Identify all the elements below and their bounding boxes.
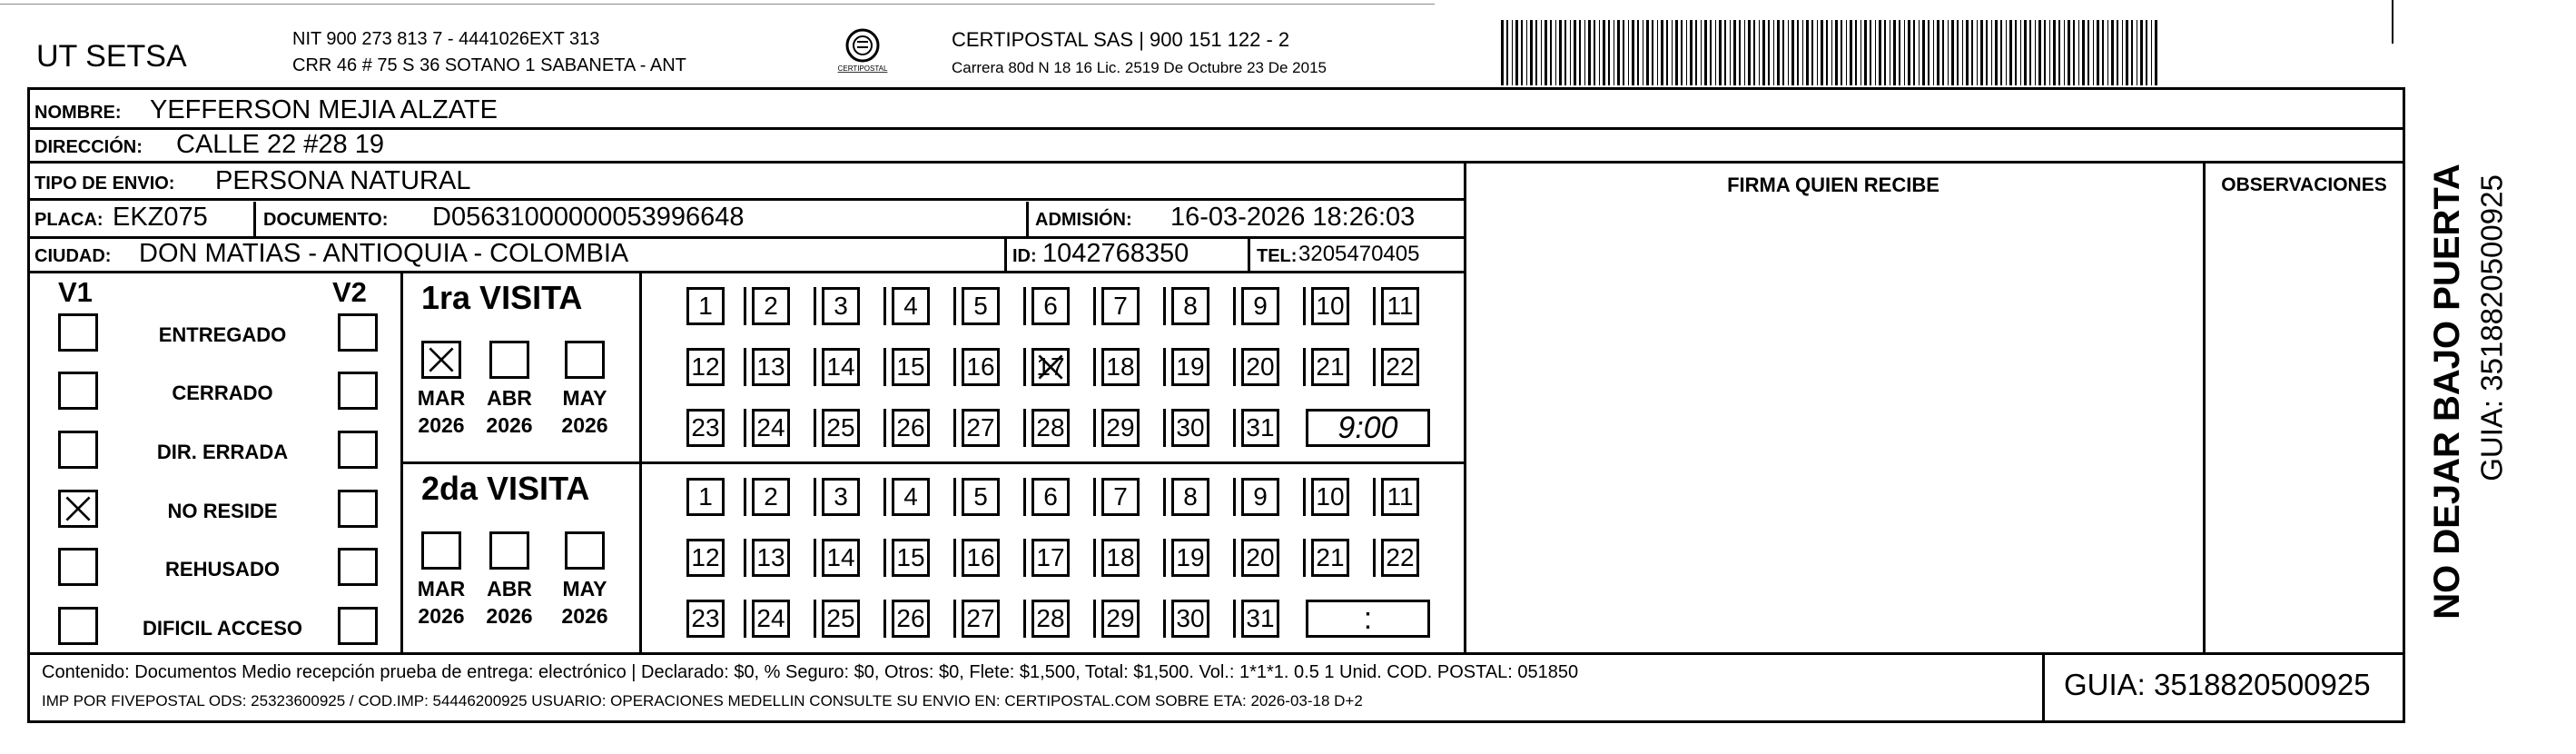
month-checkbox[interactable] — [421, 531, 461, 570]
admision-label: ADMISIÓN: — [1035, 210, 1132, 230]
observaciones-header: OBSERVACIONES — [2221, 174, 2387, 195]
month-year: 2026 — [418, 604, 465, 628]
day-checkbox[interactable]: 24 — [752, 600, 790, 638]
day-checkbox[interactable]: 12 — [686, 348, 725, 386]
day-checkbox[interactable]: 17 — [1031, 539, 1070, 577]
month-year: 2026 — [486, 413, 533, 437]
side-guia: GUIA: 3518820500925 — [2474, 174, 2509, 481]
day-checkbox[interactable]: 25 — [822, 600, 860, 638]
documento-value: D05631000000053996648 — [432, 203, 745, 232]
day-checkbox[interactable]: 5 — [962, 287, 1000, 325]
certipostal-line2: Carrera 80d N 18 16 Lic. 2519 De Octubre 23 De 2015 — [952, 59, 1327, 76]
day-checkbox[interactable] — [1031, 348, 1070, 386]
month-year: 2026 — [561, 604, 608, 628]
day-checkbox[interactable]: 8 — [1171, 287, 1209, 325]
barcode — [1501, 20, 2157, 85]
month-label: ABR — [487, 386, 532, 410]
day-checkbox[interactable]: 8 — [1171, 478, 1209, 516]
nombre-label: NOMBRE: — [35, 103, 122, 123]
day-checkbox[interactable]: 28 — [1031, 409, 1070, 447]
day-checkbox[interactable]: 30 — [1171, 409, 1209, 447]
id-value: 1042768350 — [1042, 239, 1189, 268]
month-label: MAR — [417, 577, 466, 600]
day-checkbox[interactable]: 11 — [1381, 478, 1419, 516]
month-year: 2026 — [486, 604, 533, 628]
v2-checkbox[interactable] — [338, 313, 378, 352]
admision-value: 16-03-2026 18:26:03 — [1170, 203, 1416, 232]
month-checkbox[interactable] — [421, 341, 461, 379]
day-checkbox[interactable]: 6 — [1031, 287, 1070, 325]
day-checkbox[interactable]: 10 — [1311, 478, 1349, 516]
ciudad-value: DON MATIAS - ANTIOQUIA - COLOMBIA — [139, 239, 629, 268]
month-label: MAR — [417, 386, 466, 410]
day-checkbox[interactable]: 5 — [962, 478, 1000, 516]
nit-line: NIT 900 273 813 7 - 4441026EXT 313 — [292, 29, 600, 49]
day-checkbox[interactable]: 21 — [1311, 348, 1349, 386]
visit-title: 2da VISITA — [421, 470, 590, 507]
v1-checkbox[interactable] — [58, 313, 98, 352]
status-label: NO RESIDE — [167, 500, 278, 522]
day-checkbox[interactable]: 7 — [1101, 287, 1140, 325]
month-year: 2026 — [561, 413, 608, 437]
certipostal-line1: CERTIPOSTAL SAS | 900 151 122 - 2 — [952, 28, 1290, 51]
day-checkbox[interactable]: 19 — [1171, 348, 1209, 386]
day-checkbox[interactable]: 12 — [686, 539, 725, 577]
status-label: DIR. ERRADA — [156, 441, 289, 463]
month-label: MAY — [562, 577, 607, 600]
day-checkbox[interactable]: 2 — [752, 287, 790, 325]
v1-checkbox[interactable] — [58, 372, 98, 410]
day-checkbox[interactable]: 29 — [1101, 409, 1140, 447]
direccion-label: DIRECCIÓN: — [35, 137, 143, 157]
day-checkbox[interactable]: 27 — [962, 409, 1000, 447]
v2-checkbox[interactable] — [338, 490, 378, 528]
status-label: DIFICIL ACCESO — [142, 617, 302, 640]
documento-label: DOCUMENTO: — [263, 210, 389, 230]
day-checkbox[interactable]: 22 — [1381, 348, 1419, 386]
day-checkbox[interactable]: 13 — [752, 539, 790, 577]
id-label: ID: — [1012, 246, 1037, 266]
day-checkbox[interactable]: 18 — [1101, 348, 1140, 386]
v2-checkbox[interactable] — [338, 548, 378, 586]
certipostal-logo — [834, 25, 892, 78]
day-number: 17 — [1036, 352, 1065, 381]
day-checkbox[interactable]: 1 — [686, 287, 725, 325]
footer-imp: IMP POR FIVEPOSTAL ODS: 25323600925 / COD.IMP: 54446200925 USUARIO: OPERACIONES MEDELLIN CONSULTE SU ENVIO EN: CERTIPOSTAL.COM SOBRE ETA: 2026-03-18 D+2 — [42, 692, 1363, 709]
svg-text:CERTIPOSTAL: CERTIPOSTAL — [837, 64, 888, 73]
day-checkbox[interactable]: 29 — [1101, 600, 1140, 638]
day-checkbox[interactable]: 19 — [1171, 539, 1209, 577]
v2-checkbox[interactable] — [338, 372, 378, 410]
footer-guia: GUIA: 3518820500925 — [2064, 668, 2371, 701]
month-label: MAY — [562, 386, 607, 410]
day-checkbox[interactable]: 9 — [1241, 478, 1279, 516]
tel-label: TEL: — [1257, 246, 1298, 266]
day-checkbox[interactable]: 3 — [822, 287, 860, 325]
placa-value: EKZ075 — [113, 203, 208, 232]
day-checkbox[interactable]: 31 — [1241, 600, 1279, 638]
day-checkbox[interactable]: 14 — [822, 539, 860, 577]
day-checkbox[interactable]: 25 — [822, 409, 860, 447]
month-year: 2026 — [418, 413, 465, 437]
direccion-value: CALLE 22 #28 19 — [176, 130, 384, 159]
v2-label: V2 — [332, 276, 367, 308]
day-checkbox[interactable]: 6 — [1031, 478, 1070, 516]
v1-checkbox[interactable] — [58, 431, 98, 469]
v1-checkbox[interactable] — [58, 490, 98, 528]
ciudad-label: CIUDAD: — [35, 246, 112, 266]
day-checkbox[interactable]: 16 — [962, 348, 1000, 386]
day-checkbox[interactable]: 9 — [1241, 287, 1279, 325]
side-no-dejar: NO DEJAR BAJO PUERTA — [2427, 164, 2467, 620]
day-checkbox[interactable]: 31 — [1241, 409, 1279, 447]
day-checkbox[interactable]: 11 — [1381, 287, 1419, 325]
v1-checkbox[interactable] — [58, 607, 98, 645]
day-checkbox[interactable]: 22 — [1381, 539, 1419, 577]
visit-title: 1ra VISITA — [421, 279, 583, 316]
day-checkbox[interactable]: 18 — [1101, 539, 1140, 577]
status-label: CERRADO — [172, 382, 273, 404]
day-checkbox[interactable]: 21 — [1311, 539, 1349, 577]
day-checkbox[interactable]: 30 — [1171, 600, 1209, 638]
tipo-value: PERSONA NATURAL — [215, 166, 471, 195]
tel-value: 3205470405 — [1298, 242, 1420, 266]
day-checkbox[interactable]: 2 — [752, 478, 790, 516]
firma-header: FIRMA QUIEN RECIBE — [1727, 174, 1939, 196]
day-checkbox[interactable]: 26 — [892, 409, 930, 447]
footer-contenido: Contenido: Documentos Medio recepción prueba de entrega: electrónico | Declarado: $0, % Seguro: $0, Otros: $0, Flete: $1,500, Total: $1,500. Vol.: 1*1*1. 0.5 1 Unid. COD. POSTAL: 051850 — [42, 662, 1579, 682]
tipo-label: TIPO DE ENVIO: — [35, 174, 175, 193]
company-name: UT SETSA — [36, 39, 187, 74]
address-line: CRR 46 # 75 S 36 SOTANO 1 SABANETA - ANT — [292, 55, 686, 75]
day-checkbox[interactable]: 26 — [892, 600, 930, 638]
placa-label: PLACA: — [35, 210, 104, 230]
time-field[interactable]: : — [1306, 600, 1430, 638]
day-checkbox[interactable]: 7 — [1101, 478, 1140, 516]
month-checkbox[interactable] — [489, 341, 529, 379]
month-checkbox[interactable] — [565, 341, 605, 379]
day-checkbox[interactable]: 4 — [892, 287, 930, 325]
day-checkbox[interactable]: 20 — [1241, 348, 1279, 386]
month-checkbox[interactable] — [489, 531, 529, 570]
status-label: REHUSADO — [165, 558, 280, 580]
day-checkbox[interactable]: 15 — [892, 348, 930, 386]
v1-checkbox[interactable] — [58, 548, 98, 586]
day-checkbox[interactable]: 3 — [822, 478, 860, 516]
day-checkbox[interactable]: 13 — [752, 348, 790, 386]
month-label: ABR — [487, 577, 532, 600]
day-checkbox[interactable]: 14 — [822, 348, 860, 386]
day-checkbox[interactable]: 23 — [686, 409, 725, 447]
v2-checkbox[interactable] — [338, 431, 378, 469]
nombre-value: YEFFERSON MEJIA ALZATE — [150, 95, 498, 124]
day-checkbox[interactable]: 4 — [892, 478, 930, 516]
day-checkbox[interactable]: 15 — [892, 539, 930, 577]
month-checkbox[interactable] — [565, 531, 605, 570]
day-checkbox[interactable]: 23 — [686, 600, 725, 638]
v1-label: V1 — [58, 276, 93, 308]
day-checkbox[interactable]: 24 — [752, 409, 790, 447]
day-checkbox[interactable]: 28 — [1031, 600, 1070, 638]
day-checkbox[interactable]: 20 — [1241, 539, 1279, 577]
time-field[interactable]: 9:00 — [1306, 409, 1430, 447]
day-checkbox[interactable]: 16 — [962, 539, 1000, 577]
status-label: ENTREGADO — [158, 323, 287, 346]
day-checkbox[interactable]: 27 — [962, 600, 1000, 638]
day-checkbox[interactable]: 1 — [686, 478, 725, 516]
day-checkbox[interactable]: 10 — [1311, 287, 1349, 325]
v2-checkbox[interactable] — [338, 607, 378, 645]
